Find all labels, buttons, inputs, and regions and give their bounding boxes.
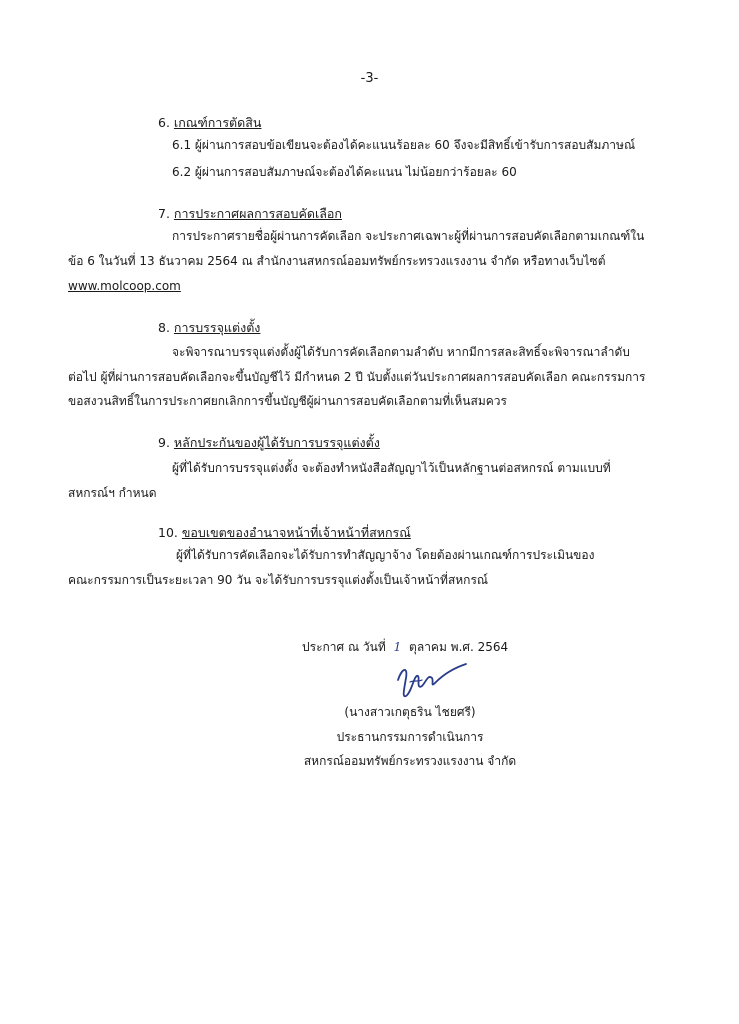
- section-title: เกณฑ์การตัดสิน: [173, 115, 262, 130]
- section-title: หลักประกันของผู้ได้รับการบรรจุแต่งตั้ง: [173, 435, 380, 450]
- section-6-heading: [158, 113, 261, 133]
- section-6-line-2: 6.2 ผู้ผ่านการสอบสัมภาษณ์จะต้องได้คะแนน ไม่น้อยกว่าร้อยละ 60: [172, 165, 517, 179]
- signatory-title: ประธานกรรมการดำเนินการ: [336, 730, 484, 744]
- website-link[interactable]: www.molcoop.com: [68, 279, 181, 293]
- section-number: 7.: [158, 206, 170, 221]
- section-9-heading: [158, 433, 380, 453]
- section-7-line-1: การประกาศรายชื่อผู้ผ่านการคัดเลือก จะประกาศเฉพาะผู้ที่ผ่านการสอบคัดเลือกตามเกณฑ์ใน: [172, 229, 645, 243]
- section-10-line-2: คณะกรรมการเป็นระยะเวลา 90 วัน จะได้รับการบรรจุแต่งตั้งเป็นเจ้าหน้าที่สหกรณ์: [68, 573, 489, 587]
- section-6-line-1: 6.1 ผู้ผ่านการสอบข้อเขียนจะต้องได้คะแนนร้อยละ 60 จึงจะมีสิทธิ์เข้ารับการสอบสัมภาษณ์: [172, 138, 636, 152]
- section-8-line-2: ต่อไป ผู้ที่ผ่านการสอบคัดเลือกจะขึ้นบัญชีไว้ มีกำหนด 2 ปี นับตั้งแต่วันประกาศผลการสอบคัดเลือก คณะกรรมการ: [68, 370, 646, 384]
- section-9-line-2: สหกรณ์ฯ กำหนด: [68, 486, 157, 500]
- organization-name: สหกรณ์ออมทรัพย์กระทรวงแรงงาน จำกัด: [303, 754, 517, 768]
- section-title: การบรรจุแต่งตั้ง: [173, 320, 261, 335]
- section-7-heading: [158, 204, 342, 224]
- section-10-line-1: ผู้ที่ได้รับการคัดเลือกจะได้รับการทำสัญญาจ้าง โดยต้องผ่านเกณฑ์การประเมินของ: [176, 548, 595, 562]
- section-number: 6.: [158, 115, 170, 130]
- signature-image: [392, 660, 472, 704]
- section-number: 9.: [158, 435, 170, 450]
- section-number: 8.: [158, 320, 170, 335]
- section-title: การประกาศผลการสอบคัดเลือก: [173, 206, 342, 221]
- announcement-day: 1: [393, 640, 402, 654]
- section-9-line-1: ผู้ที่ได้รับการบรรจุแต่งตั้ง จะต้องทำหนังสือสัญญาไว้เป็นหลักฐานต่อสหกรณ์ ตามแบบที่: [172, 461, 611, 475]
- page-number: -3-: [360, 71, 379, 86]
- announcement-suffix: ตุลาคม พ.ศ. 2564: [409, 640, 509, 654]
- section-7-line-2: ข้อ 6 ในวันที่ 13 ธันวาคม 2564 ณ สำนักงานสหกรณ์ออมทรัพย์กระทรวงแรงงาน จำกัด หรือทางเว็บไซต์: [68, 254, 606, 268]
- section-8-heading: [158, 318, 260, 338]
- announcement-date: [302, 638, 508, 657]
- section-8-line-3: ขอสงวนสิทธิ์ในการประกาศยกเลิกการขึ้นบัญชีผู้ผ่านการสอบคัดเลือกตามที่เห็นสมควร: [68, 394, 507, 408]
- section-10-heading: [158, 523, 411, 543]
- signatory-name: (นางสาวเกตุธริน ไชยศรี): [344, 705, 476, 719]
- section-8-line-1: จะพิจารณาบรรจุแต่งตั้งผู้ได้รับการคัดเลือกตามลำดับ หากมีการสละสิทธิ์จะพิจารณาลำดับ: [172, 345, 630, 359]
- section-title: ขอบเขตของอำนาจหน้าที่เจ้าหน้าที่สหกรณ์: [181, 525, 411, 540]
- section-number: 10.: [158, 525, 178, 540]
- announcement-prefix: ประกาศ ณ วันที่: [302, 640, 386, 654]
